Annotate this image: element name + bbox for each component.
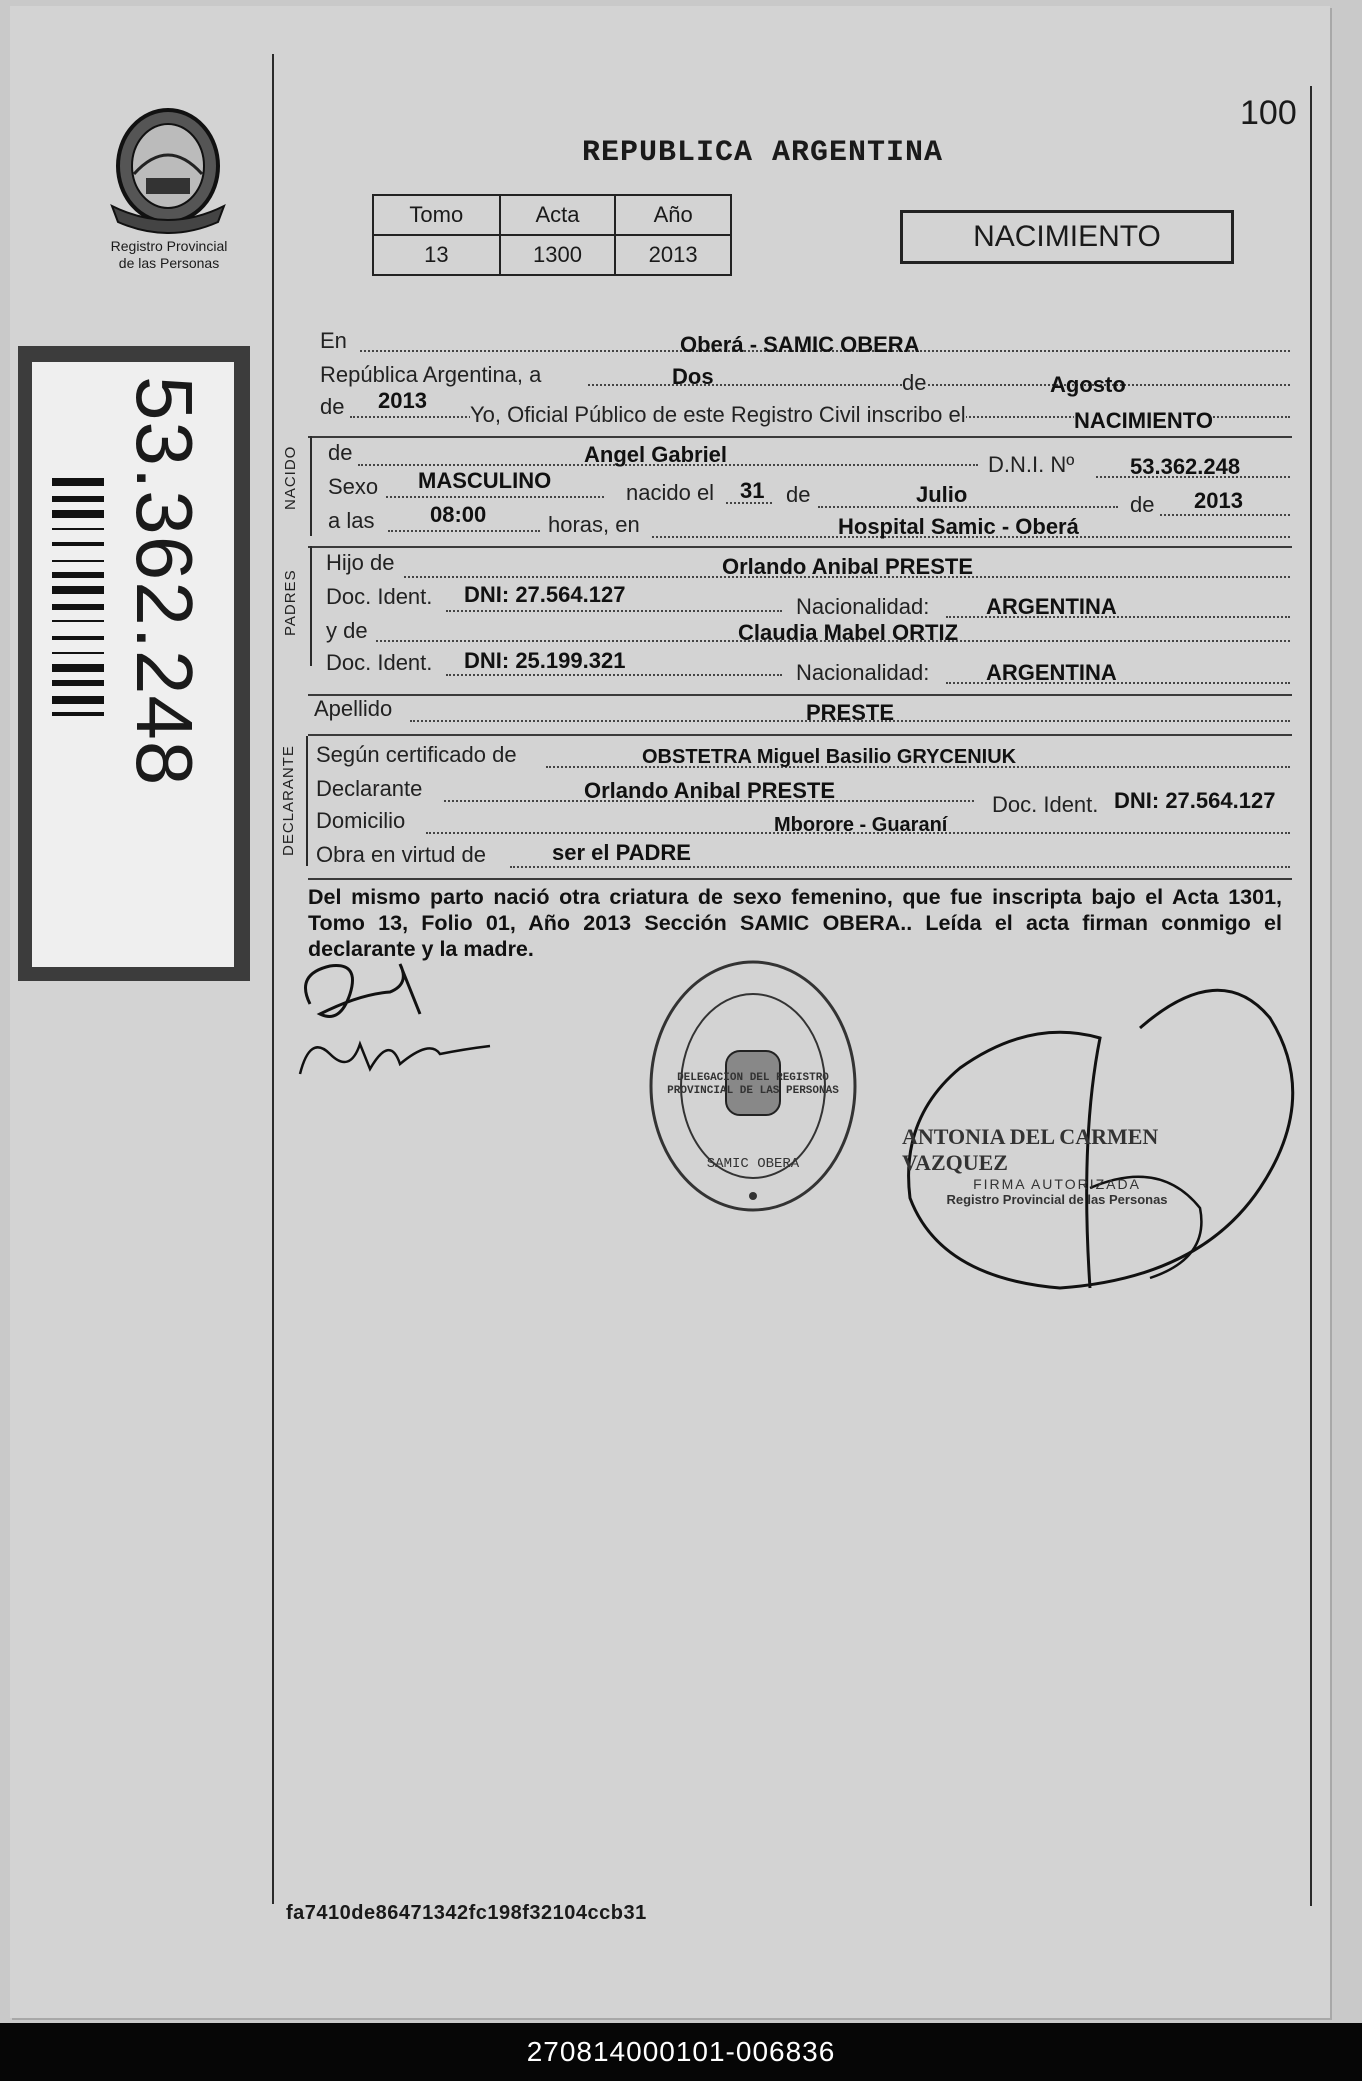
barcode-stripe	[52, 528, 104, 530]
dotline	[388, 530, 540, 532]
certificado-value: OBSTETRA Miguel Basilio GRYCENIUK	[642, 746, 1017, 768]
label-en: En	[320, 328, 347, 353]
td-tomo: 13	[373, 235, 500, 275]
dotline	[510, 866, 1290, 868]
rule	[308, 546, 1292, 548]
label-domicilio: Domicilio	[316, 808, 406, 833]
date-day: Dos	[672, 364, 714, 389]
barcode-stripe	[52, 542, 104, 546]
signature-drawing	[290, 954, 530, 1094]
record-type-box: NACIMIENTO	[900, 210, 1234, 264]
child-anio: 2013	[1194, 488, 1243, 513]
label-nacionalidad: Nacionalidad:	[796, 594, 930, 619]
domicilio-value: Mborore - Guaraní	[774, 814, 948, 836]
label-dni: D.N.I. Nº	[988, 452, 1075, 477]
mother-doc: DNI: 25.199.321	[464, 648, 626, 673]
label-doc: Doc. Ident.	[326, 584, 433, 609]
label-de-anio: de	[1130, 492, 1155, 517]
official-role: FIRMA AUTORIZADA	[973, 1176, 1141, 1192]
barcode-stripe	[52, 586, 104, 594]
label-a-las: a las	[328, 508, 375, 533]
label-horas-en: horas, en	[548, 512, 640, 537]
stamp-inner-text: SAMIC OBERA	[706, 1156, 800, 1172]
dotline	[446, 674, 782, 676]
barcode-stripe	[52, 636, 104, 640]
event-value: NACIMIENTO	[1074, 408, 1213, 433]
record-table	[372, 194, 732, 276]
label-certificado: Según certificado de	[316, 742, 517, 767]
rule	[308, 734, 1292, 736]
label-de2: de	[320, 394, 345, 419]
section-line	[306, 736, 308, 866]
province-logo	[106, 106, 230, 234]
label-doc-madre: Doc. Ident.	[326, 650, 433, 675]
rule	[308, 436, 1292, 438]
label-obra: Obra en virtud de	[316, 842, 486, 867]
label-sexo: Sexo	[328, 474, 379, 499]
th-anio: Año	[615, 195, 731, 235]
child-mes: Julio	[916, 482, 968, 507]
barcode	[52, 478, 104, 868]
left-margin-line	[272, 54, 274, 1904]
mother-nacionalidad: ARGENTINA	[986, 660, 1117, 685]
right-margin-line	[1310, 86, 1312, 1906]
obra-value: ser el PADRE	[552, 840, 691, 865]
official-name: ANTONIA DEL CARMEN VAZQUEZ	[902, 1124, 1159, 1175]
father-name: Orlando Anibal PRESTE	[722, 554, 973, 579]
label-hijo: Hijo de	[326, 550, 395, 575]
barcode-stripe	[52, 478, 104, 486]
stamp-ring-text: DELEGACION DEL REGISTRO PROVINCIAL DE LAS PERSONAS	[667, 1072, 839, 1097]
dotline	[1160, 514, 1290, 516]
page-number: 100	[1240, 94, 1297, 132]
barcode-stripe	[52, 664, 104, 672]
barcode-stripe	[52, 680, 104, 686]
father-doc: DNI: 27.564.127	[464, 582, 626, 607]
section-padres: PADRES	[282, 569, 299, 636]
oficial-text: Yo, Oficial Público de este Registro Civil inscribo el	[470, 402, 966, 427]
misiones-shield-icon	[106, 106, 230, 234]
barcode-stripe	[52, 652, 104, 654]
section-nacido: NACIDO	[282, 445, 299, 510]
document-hash: fa7410de86471342fc198f32104ccb31	[286, 1902, 647, 1924]
label-de: de	[902, 370, 927, 395]
official-stamp	[902, 1124, 1212, 1207]
barcode-label	[18, 346, 250, 981]
round-stamp	[646, 956, 860, 1216]
rule	[308, 694, 1292, 696]
dotline	[386, 496, 604, 498]
child-dia: 31	[740, 478, 765, 503]
apellido-value: PRESTE	[806, 700, 895, 725]
barcode-stripe	[52, 620, 104, 622]
footer-id: 270814000101-006836	[0, 2023, 1362, 2081]
official-registry: Registro Provincial de las Personas	[946, 1192, 1168, 1207]
label-de-mes: de	[786, 482, 811, 507]
label-nacionalidad-madre: Nacionalidad:	[796, 660, 930, 685]
section-line	[310, 546, 312, 666]
child-dni: 53.362.248	[1130, 454, 1241, 479]
label-de-nombre: de	[328, 440, 353, 465]
barcode-stripe	[52, 696, 104, 704]
barcode-stripe	[52, 510, 104, 518]
dotline	[446, 610, 782, 612]
date-year: 2013	[378, 388, 427, 413]
section-line	[310, 436, 312, 536]
child-sexo: MASCULINO	[418, 468, 552, 493]
barcode-stripe	[52, 604, 104, 610]
barcode-stripe	[52, 496, 104, 502]
mother-name: Claudia Mabel ORTIZ	[738, 620, 959, 645]
document-page	[10, 6, 1330, 2018]
label-republica: República Argentina, a	[320, 362, 542, 387]
father-nacionalidad: ARGENTINA	[986, 594, 1117, 619]
declarante-doc: DNI: 27.564.127	[1114, 788, 1276, 813]
barcode-number-box	[118, 376, 208, 936]
td-acta: 1300	[500, 235, 616, 275]
barcode-number: 53.362.248	[120, 376, 209, 787]
label-nacido-el: nacido el	[626, 480, 715, 505]
registry-caption: Registro Provincial de las Personas	[110, 238, 228, 271]
observation-text: Del mismo parto nació otra criatura de sexo femenino, que fue inscripta bajo el Acta 1301, Tomo 13, Folio 01, Año 2013 Sección SAMIC OBERA.. Leída el acta firman conmigo el declarante y la madre.	[308, 885, 1282, 961]
declarante-value: Orlando Anibal PRESTE	[584, 778, 835, 803]
section-declarante: DECLARANTE	[280, 745, 297, 856]
barcode-stripe	[52, 560, 104, 562]
label-declarante: Declarante	[316, 776, 423, 801]
rule	[308, 878, 1292, 880]
date-month: Agosto	[1050, 372, 1126, 397]
barcode-stripe	[52, 712, 104, 716]
th-acta: Acta	[500, 195, 616, 235]
label-apellido: Apellido	[314, 696, 393, 721]
th-tomo: Tomo	[373, 195, 500, 235]
place-value: Oberá - SAMIC OBERA	[680, 332, 920, 357]
barcode-stripe	[52, 572, 104, 578]
td-anio: 2013	[615, 235, 731, 275]
child-name: Angel Gabriel	[584, 442, 728, 467]
child-hora: 08:00	[430, 502, 487, 527]
document-title: REPUBLICA ARGENTINA	[582, 136, 944, 170]
label-y-de: y de	[326, 618, 368, 643]
dotline	[818, 506, 1118, 508]
label-doc-declarante: Doc. Ident.	[992, 792, 1099, 817]
child-lugar: Hospital Samic - Oberá	[838, 514, 1079, 539]
